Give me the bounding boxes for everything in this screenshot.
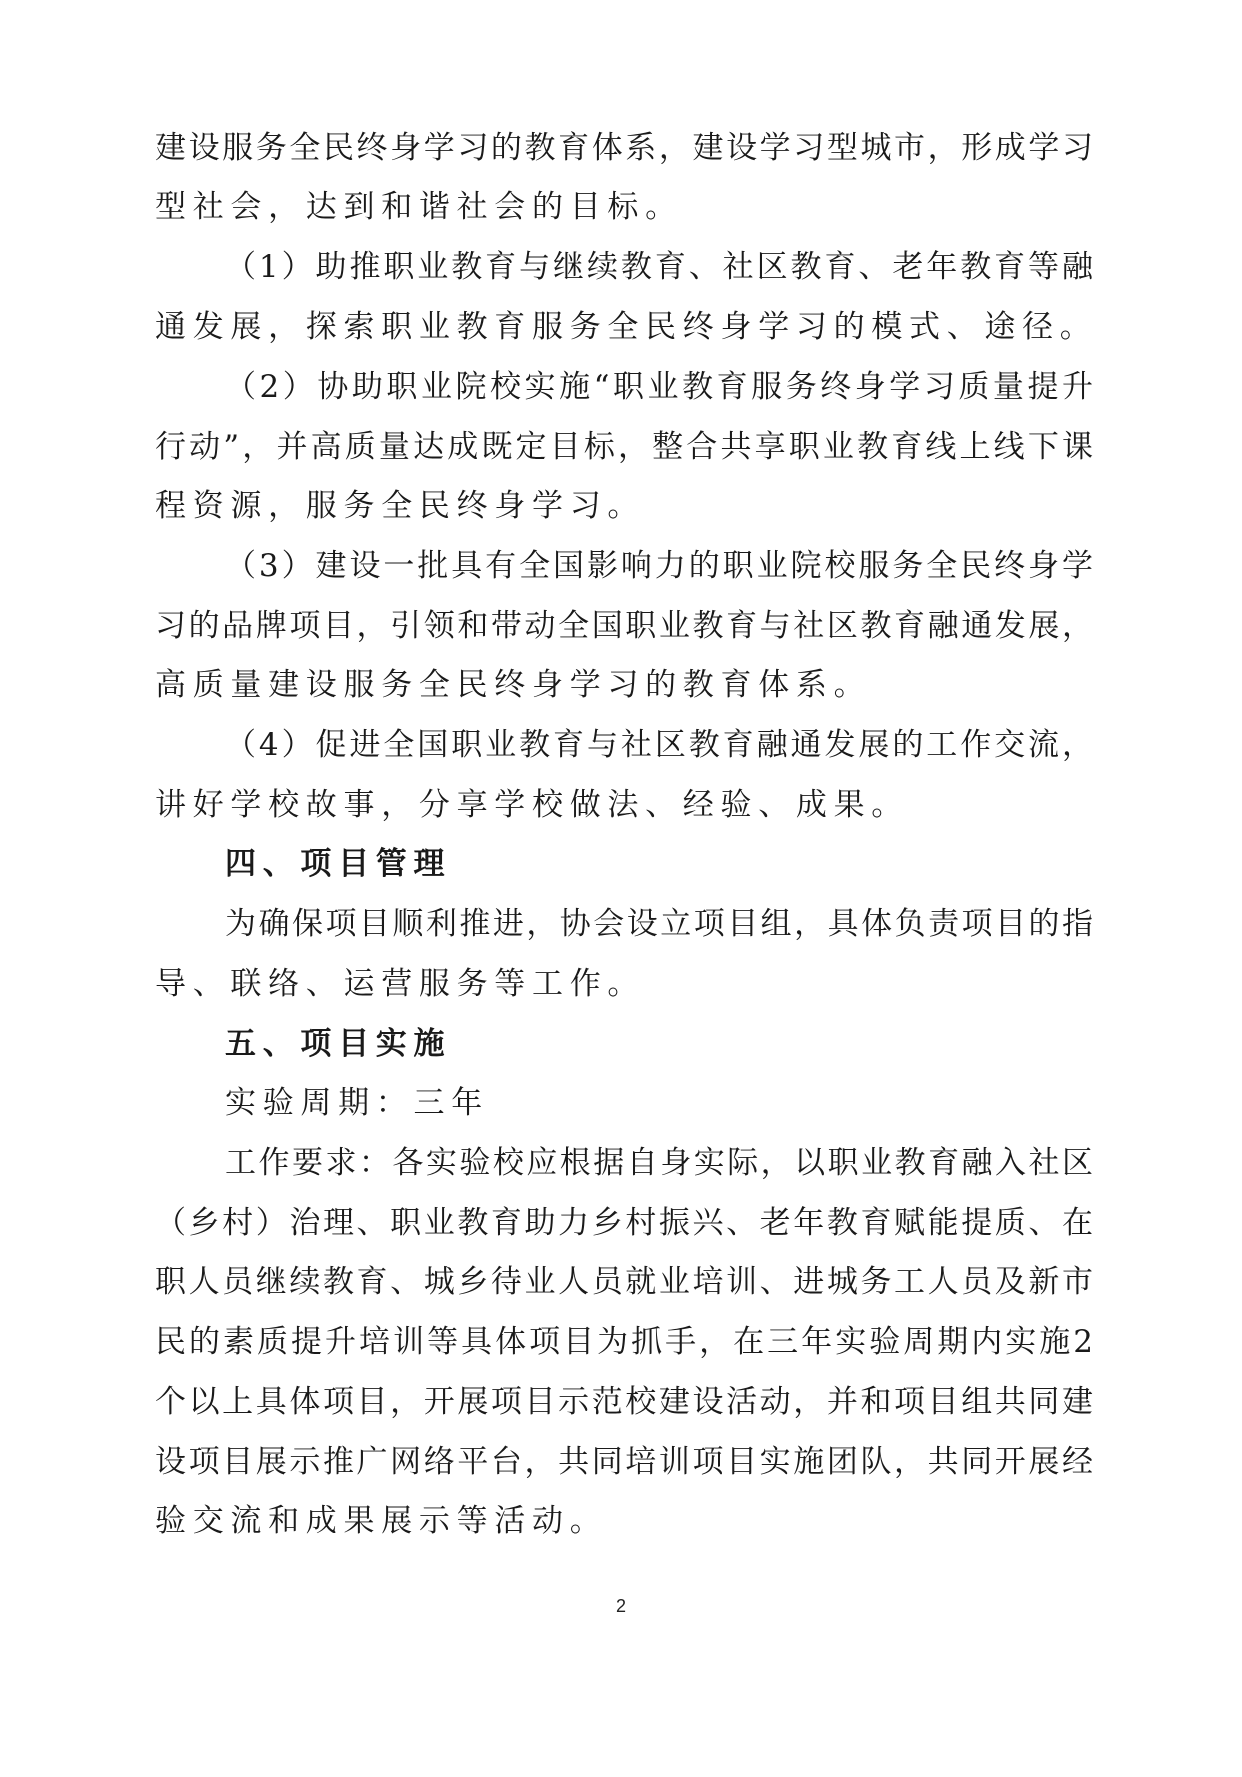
paragraph-line: 验交流和成果展示等活动。 [155, 1503, 608, 1539]
paragraph-line: 个以上具体项目，开展项目示范校建设活动，并和项目组共同建 [155, 1384, 1093, 1420]
paragraph-line: 通发展，探索职业教育服务全民终身学习的模式、途径。 [155, 309, 1098, 345]
paragraph-line: 习的品牌项目，引领和带动全国职业教育与社区教育融通发展， [155, 608, 1093, 644]
paragraph-line: 实验周期：三年 [225, 1085, 489, 1121]
section-heading: 四、项目管理 [225, 846, 452, 882]
paragraph-line: 民的素质提升培训等具体项目为抓手，在三年实验周期内实施2 [155, 1324, 1093, 1360]
paragraph-line: （2）协助职业院校实施“职业教育服务终身学习质量提升 [225, 369, 1093, 405]
paragraph-line: 讲好学校故事，分享学校做法、经验、成果。 [155, 787, 909, 823]
paragraph-line: 设项目展示推广网络平台，共同培训项目实施团队，共同开展经 [155, 1444, 1093, 1480]
paragraph-line: （4）促进全国职业教育与社区教育融通发展的工作交流， [225, 727, 1093, 763]
paragraph-line: 导、联络、运营服务等工作。 [155, 966, 646, 1002]
paragraph-line: （3）建设一批具有全国影响力的职业院校服务全民终身学 [225, 548, 1093, 584]
paragraph-line: （乡村）治理、职业教育助力乡村振兴、老年教育赋能提质、在 [155, 1205, 1093, 1241]
paragraph-line: 型社会，达到和谐社会的目标。 [155, 189, 683, 225]
paragraph-line: 建设服务全民终身学习的教育体系，建设学习型城市，形成学习 [155, 130, 1093, 166]
page-number: 2 [615, 1596, 626, 1616]
paragraph-line: （1）助推职业教育与继续教育、社区教育、老年教育等融 [225, 249, 1093, 285]
paragraph-line: 工作要求：各实验校应根据自身实际，以职业教育融入社区 [225, 1145, 1093, 1181]
paragraph-line: 职人员继续教育、城乡待业人员就业培训、进城务工人员及新市 [155, 1264, 1093, 1300]
section-heading: 五、项目实施 [225, 1026, 452, 1062]
paragraph-line: 为确保项目顺利推进，协会设立项目组，具体负责项目的指 [225, 906, 1093, 942]
paragraph-line: 高质量建设服务全民终身学习的教育体系。 [155, 667, 872, 703]
paragraph-line: 行动”，并高质量达成既定目标，整合共享职业教育线上线下课 [155, 429, 1093, 465]
paragraph-line: 程资源，服务全民终身学习。 [155, 488, 646, 524]
